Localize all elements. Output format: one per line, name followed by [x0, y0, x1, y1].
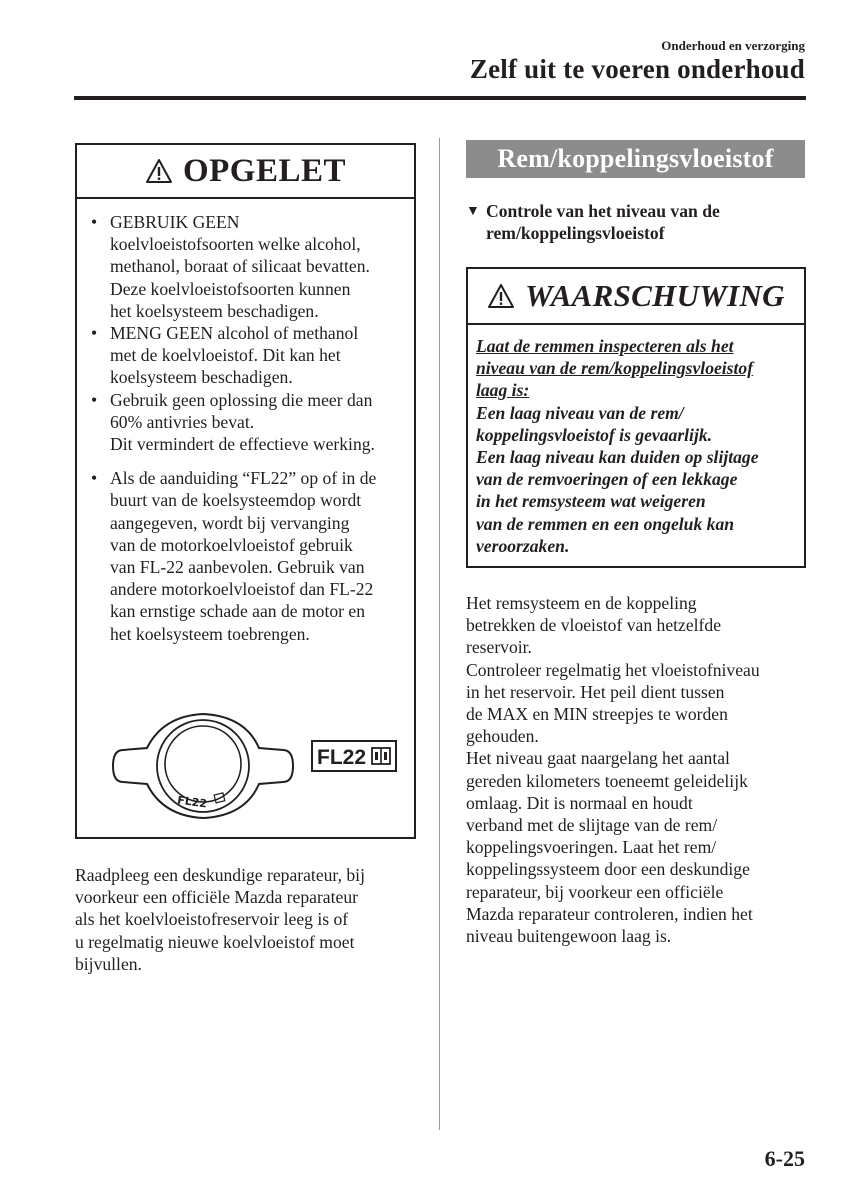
- caution-bullet: [91, 389, 408, 456]
- warning-body: [468, 325, 804, 557]
- caution-box: [75, 143, 416, 839]
- page-title: Zelf uit te voeren onderhoud: [469, 54, 805, 84]
- radiator-cap-illustration: [95, 706, 405, 826]
- warning-triangle-icon: [487, 283, 515, 309]
- brake-fluid-paragraph: Het remsysteem en de koppeling betrekken de vloeistof van hetzelfde reservoir. Controleer regelmatig het vloeistofniveau in het reservoir. Het peil dient tussen de MAX en MIN streepjes te worden gehouden. Het niveau gaat naargelang het aantal gereden kilometers toeneemt geleidelijk omlaag. Dit is normaal en houdt verband met de slijtage van de rem/ koppelingsvoeringen. Laat het rem/ koppelingssysteem door een deskundige reparateur, bij voorkeur een officiële Mazda reparateur controleren, indien het niveau buitengewoon laag is.: [466, 593, 760, 947]
- caution-bullet: [91, 211, 408, 322]
- caution-bullet-text: Gebruik geen oplossing die meer dan 60% antivries bevat. Dit vermindert de effectieve werking.: [110, 389, 375, 455]
- caution-body: [77, 199, 414, 645]
- fl22-label: FL22: [317, 746, 367, 769]
- caution-bullet: [91, 467, 408, 645]
- warning-title: WAARSCHUWING: [525, 278, 785, 313]
- header-rule: [74, 96, 806, 100]
- caution-bullet: [91, 322, 408, 389]
- bullet-dot: •: [91, 389, 98, 410]
- bullet-dot: •: [91, 323, 98, 344]
- caution-bullet-text: Als de aanduiding “FL22” op of in de buurt van de koelsysteemdop wordt aangegeven, wordt bij vervanging van de motorkoelvloeistof gebruik van FL-22 aanbevolen. Gebruik van andere motorkoelvloeistof dan FL-22 kan ernstige schade aan de motor en het koelsysteem toebrengen.: [110, 468, 377, 644]
- manual-book-icon: [372, 748, 390, 764]
- warning-underlined-text: Laat de remmen inspecteren als het niveau van de rem/koppelingsvloeistof laag is:: [476, 336, 754, 401]
- section-banner: Rem/koppelingsvloeistof: [466, 140, 805, 178]
- column-divider: [439, 138, 440, 1130]
- down-triangle-icon: ▼: [466, 204, 480, 219]
- page-number: 6-25: [764, 1146, 805, 1171]
- section-header: Onderhoud en verzorging: [661, 38, 805, 53]
- caution-title: OPGELET: [182, 152, 347, 189]
- warning-text: Een laag niveau van de rem/ koppelingsvloeistof is gevaarlijk. Een laag niveau kan duiden op slijtage van de remvoeringen of een lekkage in het remsysteem wat weigeren van de remmen en een ongeluk kan veroorzaken.: [476, 402, 759, 556]
- cap-embossed-label: FL22: [176, 793, 208, 811]
- subheading-text: Controle van het niveau van de rem/koppelingsvloeistof: [486, 201, 720, 243]
- caution-bullet-text: MENG GEEN alcohol of methanol met de koelvloeistof. Dit kan het koelsysteem beschadigen.: [110, 323, 359, 388]
- subheading: [466, 200, 805, 244]
- warning-box: [466, 267, 806, 568]
- bullet-dot: •: [91, 468, 98, 489]
- warning-header: [468, 269, 804, 325]
- bullet-dot: •: [91, 212, 98, 232]
- coolant-advice-paragraph: Raadpleeg een deskundige reparateur, bij voorkeur een officiële Mazda reparateur als het koelvloeistofreservoir leeg is of u regelmatig nieuwe koelvloeistof moet bijvullen.: [75, 865, 365, 974]
- caution-header: [77, 145, 414, 199]
- caution-bullet-text: GEBRUIK GEEN koelvloeistofsoorten welke alcohol, methanol, boraat of silicaat bevatten. Deze koelvloeistofsoorten kunnen het koelsysteem beschadigen.: [110, 212, 370, 321]
- warning-triangle-icon: [145, 158, 173, 184]
